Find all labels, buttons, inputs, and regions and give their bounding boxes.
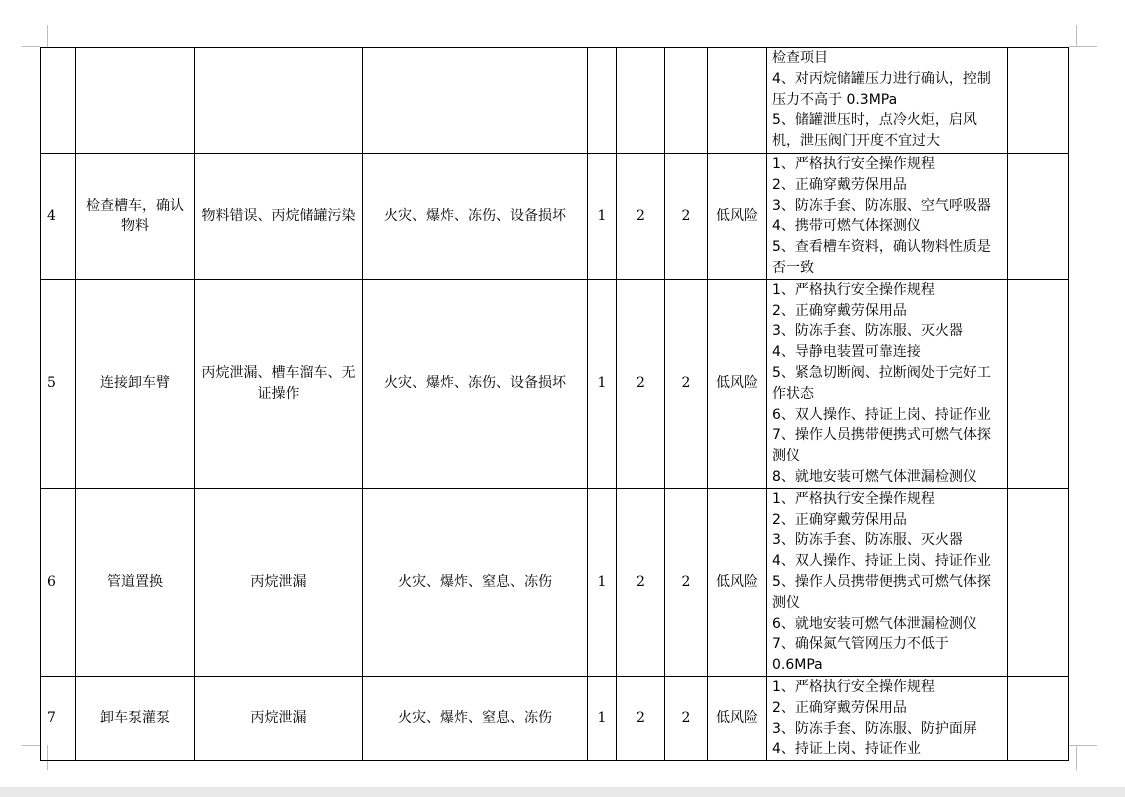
- consequence-cell: [363, 48, 588, 154]
- risk-level-cell: [708, 48, 767, 154]
- likelihood-cell: [588, 48, 617, 154]
- consequence-cell: 火灾、爆炸、冻伤、设备损坏: [363, 154, 588, 280]
- measure-line: 1、严格执行安全操作规程: [772, 156, 935, 172]
- severity-cell: 2: [617, 279, 665, 488]
- control-measures-cell: [767, 488, 1008, 676]
- measure-line: 8、就地安装可燃气体泄漏检测仪: [772, 468, 977, 485]
- work-step-cell: 管道置换: [76, 488, 195, 676]
- risk-level-cell: 低风险: [708, 488, 767, 676]
- work-step-cell: 卸车泵灌泵: [76, 676, 195, 760]
- measure-line: 1、严格执行安全操作规程: [772, 678, 935, 695]
- risk-value-cell: [665, 48, 708, 154]
- crop-mark-top-right-h: [1069, 46, 1097, 47]
- risk-value-cell: 2: [665, 676, 708, 760]
- crop-mark-bottom-left-h: [22, 745, 40, 746]
- seq-cell: 6: [41, 488, 76, 676]
- crop-mark-top-right-v: [1076, 25, 1077, 47]
- seq-cell: 4: [41, 154, 76, 280]
- hazard-cell: 丙烷泄漏、槽车溜车、无证操作: [195, 279, 363, 488]
- measure-line: 4、双人操作、持证上岗、持证作业: [772, 553, 991, 570]
- measure-line: 3、防冻手套、防冻服、灭火器: [772, 323, 963, 340]
- remarks-cell: [1008, 48, 1069, 154]
- crop-mark-top-left-h: [22, 46, 40, 47]
- measure-line: 2、正确穿戴劳保用品: [772, 302, 907, 319]
- control-measures-cell: [767, 279, 1008, 488]
- measure-line: 2、正确穿戴劳保用品: [772, 699, 907, 716]
- seq-cell: [41, 48, 76, 154]
- severity-cell: 2: [617, 154, 665, 280]
- measure-line: 3、防冻手套、防冻服、空气呼吸器: [772, 197, 991, 214]
- hazard-cell: 丙烷泄漏: [195, 676, 363, 760]
- consequence-cell: 火灾、爆炸、窒息、冻伤: [363, 488, 588, 676]
- measure-line: 4、持证上岗、持证作业: [772, 741, 921, 758]
- measure-line: 2、正确穿戴劳保用品: [772, 176, 907, 193]
- crop-mark-bottom-right-h: [1069, 745, 1097, 746]
- measure-line: 5、紧急切断阀、拉断阀处于完好工作状态: [772, 364, 991, 402]
- measure-line: 1、严格执行安全操作规程: [772, 490, 935, 507]
- consequence-cell: 火灾、爆炸、冻伤、设备损坏: [363, 279, 588, 488]
- measure-line: 5、查看槽车资料，确认物料性质是否一致: [772, 239, 991, 276]
- measure-line: 3、防冻手套、防冻服、防护面屏: [772, 720, 977, 737]
- measure-line: 3、防冻手套、防冻服、灭火器: [772, 532, 963, 549]
- likelihood-cell: 1: [588, 676, 617, 760]
- remarks-cell: [1008, 676, 1069, 760]
- remarks-cell: [1008, 488, 1069, 676]
- severity-cell: [617, 48, 665, 154]
- work-step-cell: 检查槽车，确认物料: [76, 154, 195, 280]
- likelihood-cell: 1: [588, 154, 617, 280]
- measure-line: 6、就地安装可燃气体泄漏检测仪: [772, 615, 977, 632]
- severity-cell: 2: [617, 488, 665, 676]
- table-row: [41, 154, 1069, 280]
- work-step-cell: [76, 48, 195, 154]
- risk-value-cell: 2: [665, 154, 708, 280]
- table-row: [41, 48, 1069, 154]
- work-step-cell: 连接卸车臂: [76, 279, 195, 488]
- risk-analysis-table: [40, 47, 1069, 761]
- measure-line: 7、操作人员携带便携式可燃气体探测仪: [772, 427, 991, 465]
- page-bottom-band: [0, 787, 1125, 797]
- remarks-cell: [1008, 279, 1069, 488]
- measure-line: 检查项目: [772, 50, 828, 66]
- remarks-cell: [1008, 154, 1069, 280]
- likelihood-cell: 1: [588, 488, 617, 676]
- crop-mark-top-left-v: [47, 25, 48, 47]
- seq-cell: 5: [41, 279, 76, 488]
- measure-line: 5、操作人员携带便携式可燃气体探测仪: [772, 573, 991, 611]
- control-measures-cell: [767, 676, 1008, 760]
- table-row: [41, 676, 1069, 760]
- risk-level-cell: 低风险: [708, 154, 767, 280]
- risk-level-cell: 低风险: [708, 676, 767, 760]
- measure-line: 4、携带可燃气体探测仪: [772, 218, 921, 235]
- crop-mark-bottom-right-v: [1076, 745, 1077, 770]
- measure-line: 6、双人操作、持证上岗、持证作业: [772, 406, 991, 423]
- control-measures-cell: [767, 154, 1008, 280]
- hazard-cell: 物料错误、丙烷储罐污染: [195, 154, 363, 280]
- consequence-cell: 火灾、爆炸、窒息、冻伤: [363, 676, 588, 760]
- table-row: [41, 488, 1069, 676]
- measure-line: 5、储罐泄压时，点冷火炬，启风机，泄压阀门开度不宜过大: [772, 112, 977, 150]
- hazard-cell: [195, 48, 363, 154]
- risk-level-cell: 低风险: [708, 279, 767, 488]
- risk-value-cell: 2: [665, 279, 708, 488]
- likelihood-cell: 1: [588, 279, 617, 488]
- measure-line: 7、确保氮气管网压力不低于 0.6MPa: [772, 636, 949, 674]
- seq-cell: 7: [41, 676, 76, 760]
- severity-cell: 2: [617, 676, 665, 760]
- measure-line: 4、导静电装置可靠连接: [772, 344, 921, 361]
- risk-value-cell: 2: [665, 488, 708, 676]
- measure-line: 2、正确穿戴劳保用品: [772, 511, 907, 528]
- control-measures-cell: [767, 48, 1008, 154]
- hazard-cell: 丙烷泄漏: [195, 488, 363, 676]
- measure-line: 1、严格执行安全操作规程: [772, 281, 935, 298]
- measure-line: 4、对丙烷储罐压力进行确认，控制压力不高于 0.3MPa: [772, 70, 991, 108]
- table-row: [41, 279, 1069, 488]
